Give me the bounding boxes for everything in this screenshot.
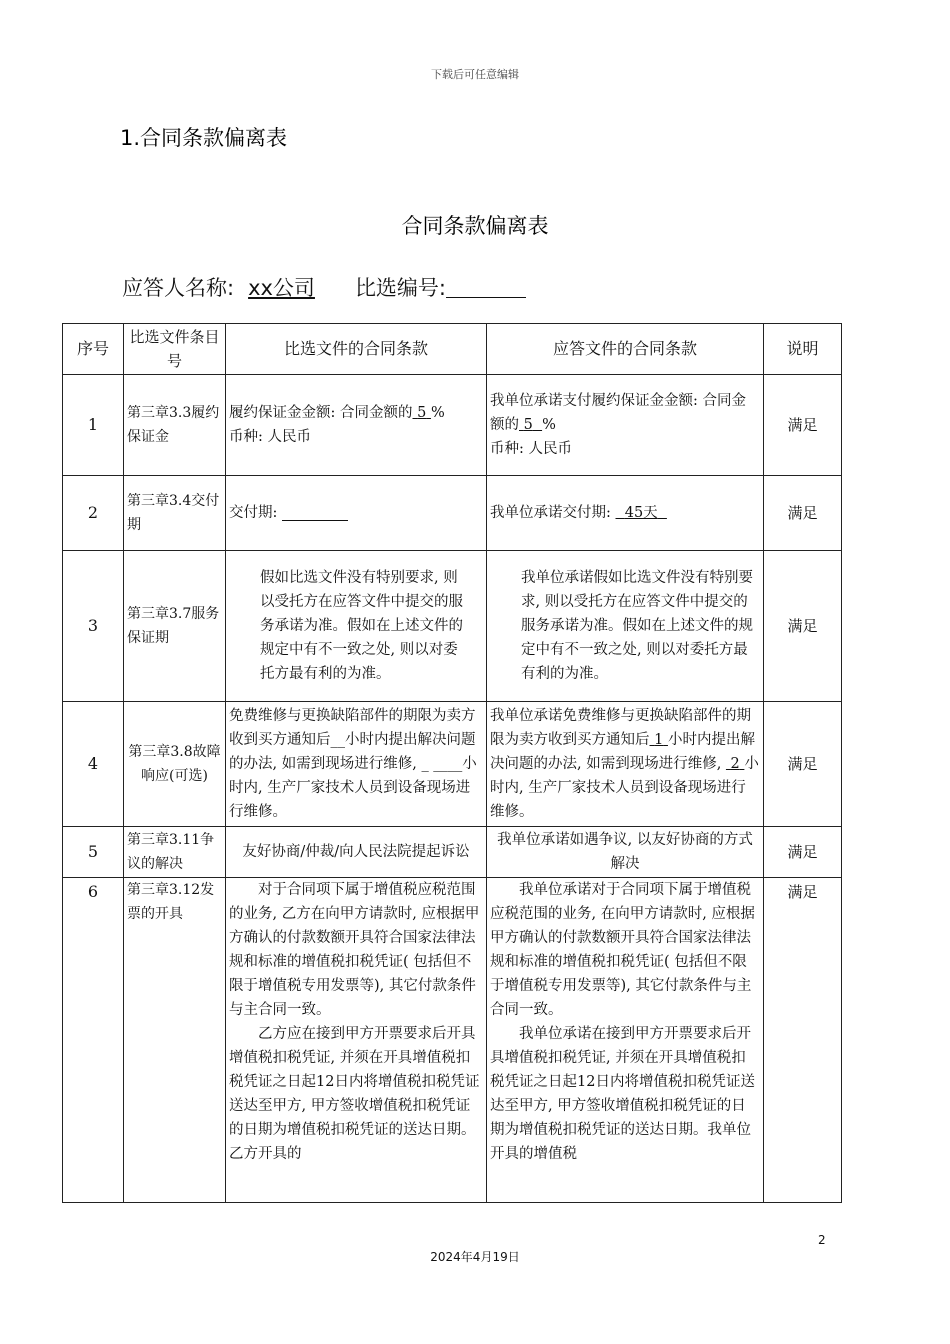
row-note: 满足: [764, 878, 842, 1203]
row-no: 2: [63, 476, 124, 551]
fill-value: 5: [523, 417, 533, 433]
row-response-terms: 我单位承诺支付履约保证金金额: 合同金额的 5 % 币种: 人民币: [487, 375, 764, 476]
table-row: [63, 827, 842, 878]
respondent-name-value: xx公司: [248, 276, 315, 300]
header-tender-terms: 比选文件的合同条款: [226, 324, 487, 375]
blank-1: __: [330, 732, 345, 748]
row-chapter: 第三章3.4交付期: [124, 476, 226, 551]
respondent-line: [122, 272, 526, 302]
table-row: [63, 375, 842, 476]
row-chapter: 第三章3.12发票的开具: [124, 878, 226, 1203]
row-tender-terms: 假如比选文件没有特别要求, 则以受托方在应答文件中提交的服务承诺为准。假如在上述文件的规定中有不一致之处, 则以对委托方最有利的为准。: [226, 551, 487, 702]
row-response-terms: 我单位承诺如遇争议, 以友好协商的方式解决: [487, 827, 764, 878]
table-row: [63, 702, 842, 827]
table-header-row: [63, 324, 842, 375]
row-chapter: 第三章3.3履约保证金: [124, 375, 226, 476]
fill-value: 5: [417, 405, 427, 421]
row-no: 5: [63, 827, 124, 878]
footer-date: 2024年4月19日: [430, 1250, 520, 1264]
page-number: 2: [818, 1233, 826, 1247]
header-response-terms: 应答文件的合同条款: [487, 324, 764, 375]
header-clause-no: 比选文件条目号: [124, 324, 226, 375]
row-chapter: 第三章3.11争议的解决: [124, 827, 226, 878]
row-tender-terms: 免费维修与更换缺陷部件的期限为卖方收到买方通知后__小时内提出解决问题的办法, 如需到现场进行维修, _ ____小时内, 生产厂家技术人员到设备现场进行维修。: [226, 702, 487, 827]
header-note: 说明: [764, 324, 842, 375]
header-note: 下载后可任意编辑: [431, 68, 519, 81]
blank-2: _ ____: [421, 756, 463, 772]
row-note: 满足: [764, 827, 842, 878]
row-chapter: 第三章3.7服务保证期: [124, 551, 226, 702]
bid-number-blank: [446, 275, 526, 298]
row-chapter: 第三章3.8故障响应(可选): [124, 702, 226, 827]
row-no: 4: [63, 702, 124, 827]
row-note: 满足: [764, 551, 842, 702]
row-tender-terms: 友好协商/仲裁/向人民法院提起诉讼: [226, 827, 487, 878]
section-heading: 1.合同条款偏离表: [120, 126, 288, 150]
table-row: [63, 551, 842, 702]
row-tender-terms: 交付期:: [226, 476, 487, 551]
table-row: [63, 878, 842, 1203]
row-no: 3: [63, 551, 124, 702]
row-response-terms: 我单位承诺免费维修与更换缺陷部件的期限为卖方收到买方通知后 1 小时内提出解决问题的办法, 如需到现场进行维修, 2 小时内, 生产厂家技术人员到设备现场进行维修。: [487, 702, 764, 827]
document-title: 合同条款偏离表: [401, 214, 549, 238]
row-no: 1: [63, 375, 124, 476]
fill-value: 2: [730, 756, 740, 772]
row-tender-terms: 履约保证金金额: 合同金额的 5 % 币种: 人民币: [226, 375, 487, 476]
row-response-terms: 我单位承诺交付期: 45天: [487, 476, 764, 551]
row-no: 6: [63, 878, 124, 1203]
row-note: 满足: [764, 476, 842, 551]
blank-line: [282, 502, 348, 521]
header-no: 序号: [63, 324, 124, 375]
respondent-name-label: 应答人名称:: [122, 276, 235, 300]
row-note: 满足: [764, 375, 842, 476]
row-response-terms: 我单位承诺假如比选文件没有特别要求, 则以受托方在应答文件中提交的服务承诺为准。假如在上述文件的规定中有不一致之处, 则以对委托方最有利的为准。: [487, 551, 764, 702]
table-row: [63, 476, 842, 551]
bid-number-label: 比选编号:: [354, 276, 447, 300]
row-note: 满足: [764, 702, 842, 827]
fill-value: 1: [654, 732, 664, 748]
row-tender-terms: 对于合同项下属于增值税应税范围的业务, 乙方在向甲方请款时, 应根据甲方确认的付款数额开具符合国家法律法规和标准的增值税扣税凭证( 包括但不限于增值税专用发票等), 其它付款条件与主合同一致。 乙方应在接到甲方开票要求后开具增值税扣税凭证, 并须在开具增值税扣税凭证之日起12日内将增值税扣税凭证送达至甲方, 甲方签收增值税扣税凭证的日期为增值税扣税凭证的送达日期。乙方开具的: [226, 878, 487, 1203]
deviation-table: [62, 323, 842, 1203]
row-response-terms: 我单位承诺对于合同项下属于增值税应税范围的业务, 在向甲方请款时, 应根据甲方确认的付款数额开具符合国家法律法规和标准的增值税扣税凭证( 包括但不限于增值税专用发票等), 其它付款条件与主合同一致。 我单位承诺在接到甲方开票要求后开具增值税扣税凭证, 并须在开具增值税扣税凭证之日起12日内将增值税扣税凭证送达至甲方, 甲方签收增值税扣税凭证的日期为增值税扣税凭证的送达日期。我单位开具的增值税: [487, 878, 764, 1203]
fill-value: 45天: [624, 505, 658, 521]
